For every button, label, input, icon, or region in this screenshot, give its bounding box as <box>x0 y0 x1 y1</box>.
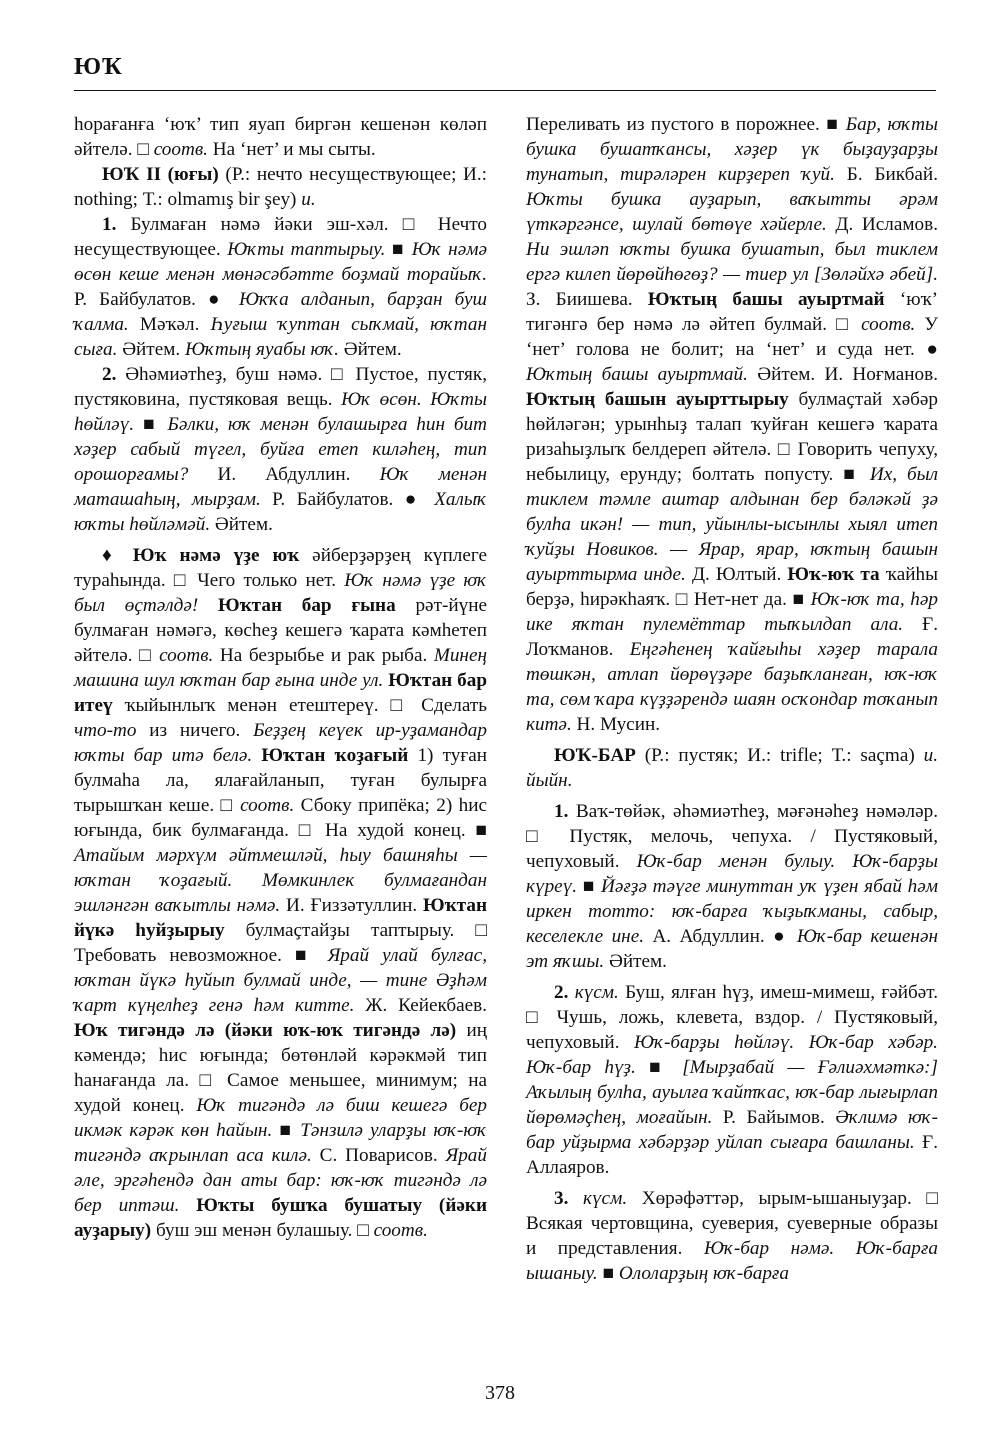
page-number: 378 <box>485 1382 515 1404</box>
dictionary-paragraph: 1. Булмаған нәмә йәки эш-хәл. □ Нечто несуществующее. Юҡты таптырыу. ■ Юҡ нәмә өсөн кеше менән мөнәсәбәтте боҙмай торайыҡ. Р. Байбулатов. ● Юҡҡа алданып, барҙан буш ҡалма. Мәҡәл. Һуғыш ҡуптан сыҡмай, юҡтан сыға. Әйтем. Юҡтың яуабы юҡ. Әйтем. <box>74 214 488 360</box>
dictionary-paragraph: һорағанға ‘юҡ’ тип яуап биргән кешенән көләп әйтелә. □ соотв. На ‘нет’ и мы сыты. <box>74 114 487 160</box>
dictionary-paragraph: Переливать из пустого в порожнее. ■ Бар, юҡты бушка бушатҡансы, хәҙер үк быҙауҙарҙы тунатып, тирәләрен кирҙереп ҡуй. Б. Бикбай. Юҡты бушка ауҙарып, ваҡытты әрәм үткәргәнсе, шулай бөтөүе хәйерле. Д. Исламов. Ни эшләп юҡты бушка бушатып, был тиклем ергә килеп йөрөйһөгөҙ? — тиер ул [Зөләйхә әбей]. З. Биишева. Юҡтың башы ауыртмай ‘юҡ’ тигәнгә бер нәмә лә әйтеп булмай. □ соотв. У ‘нет’ голова не болит; на ‘нет’ и суда нет. ● Юҡтың башы ауыртмай. Әйтем. И. Ноғманов. Юҡтың башын ауырттырыу булмаҫтай хәбәр һөйләгән; урынһыҙ талап ҡуйған кешегә ҡарата ризаһыҙлыҡ белдереп әйтелә. □ Говорить чепуху, небылицу, ерунду; болтать попусту. ■ Их, был тиклем тәмле аштар алдынан бер бәләкәй ҙә булһа икән! — тип, уйынлы-ысынлы хыял итеп ҡуйҙы Новиков. — Ярар, ярар, юҡтың башын ауырттырма инде. Д. Юлтый. Юҡ-юҡ та ҡайһы берҙә, һирәкһаяҡ. □ Нет-нет да. ■ Юҡ-юҡ та, һәр ике яҡтан пулемёттар тыҡылдап ала. Ғ. Лоҡманов. Еңгәһенең ҡайғыһы хәҙер тарала төшкән, атлап йөрөүҙәре баҙыҡланған, юҡ-юҡ та, сөм ҡара күҙҙәрендә шаян осҡондар тоҡанып китә. Н. Мусин. <box>526 114 939 735</box>
header-rule <box>74 90 936 91</box>
dictionary-paragraph: ♦ Юҡ нәмә үҙе юҡ әйберҙәрҙең күплеге тураһында. □ Чего только нет. Юҡ нәмә үҙе юҡ был өҫтәлдә! Юҡтан бар ғына рәт-йүне булмаған нәмәгә, көсһеҙ кешегә ҡарата кәмһетеп әйтелә. □ соотв. На безрыбье и рак рыба. Минең машина шул юҡтан бар ғына инде ул. Юҡтан бар итеү ҡыйынлыҡ менән етештереү. □ Сделать что-то из ничего. Беҙҙең кеүек ир-уҙамандар юҡты бар итә белә. Юҡтан ҡоҙағый 1) туған булмаһа ла, ялағайланып, туған булырға тырышҡан кеше. □ соотв. Сбоку припёка; 2) һис юғында, бик булмағанда. □ На худой конец. ■ Атайым мәрхүм әйтмешләй, һыу башняһы — юҡтан ҡоҙағый. Мөмкинлек булмағандан эшләнгән ваҡытлы нәмә. И. Ғиззәтуллин. Юҡтан йүкә һуйҙырыу булмаҫтайҙы таптырыу. □ Требовать невозможное. ■ Ярай улай булғас, юҡтан йүкә һуйып булмай инде, — тине Әҙһәм ҡарт күңелһеҙ генә һәм китте. Ж. Кейекбаев. Юҡ тигәндә лә (йәки юҡ-юҡ тигәндә лә) иң кәмендә; һис юғында; бөтөнләй кәрәкмәй тип һанағанда ла. □ Самое меньшее, минимум; на худой конец. Юҡ тигәндә лә биш кешегә бер икмәк кәрәк көн һайын. ■ Тәнзилә уларҙы юҡ-юҡ тигәндә аҡрынлап аса килә. С. Поварисов. Ярай әле, эргәһендә дан аты бар: юҡ-юҡ тигәндә лә бер иптәш. Юҡты бушҡа бушатыу (йәки ауҙарыу) буш эш менән булашыу. □ соотв. <box>74 545 488 1241</box>
right-column <box>526 112 938 1286</box>
dictionary-paragraph: ЮҠ II (юғы) (Р.: нечто несуществующее; И.: nothing; Т.: olmamış bir şey) и. <box>74 164 487 210</box>
dictionary-paragraph: 2. күсм. Буш, ялған һүҙ, имеш-мимеш, ғәйбәт. □ Чушь, ложь, клевета, вздор. / Пустяковый, чепуховый. Юҡ-барҙы һөйләү. Юҡ-бар хәбәр. Юҡ-бар һүҙ. ■ [Мырҙабай — Ғәлиәхмәткә:] Аҡылың булһа, ауылға ҡайтҡас, юҡ-бар лығырлап йөрөмәҫһең, моғайын. Р. Байымов. Әҡлимә юҡ-бар уйҙырма хәбәрҙәр уйлап сығара башланы. Ғ. Аллаяров. <box>526 982 939 1178</box>
dictionary-paragraph: 2. Әһәмиәтһеҙ, буш нәмә. □ Пустое, пустяк, пустяковина, пустяковая вещь. Юҡ өсөн. Юҡты һөйләү. ■ Бәлки, юҡ менән булашырға һин бит хәҙер сабый түгел, буйға етеп киләһең, тип орошорғамы? И. Абдуллин. Юҡ менән маташаһың, мырҙам. Р. Байбулатов. ● Халыҡ юҡты һөйләмәй. Әйтем. <box>74 364 487 535</box>
dictionary-paragraph: ЮҠ-БАР (Р.: пустяк; И.: trifle; Т.: saçma) и. йыйн. <box>526 745 938 791</box>
running-head: ЮҠ <box>74 54 123 80</box>
left-column <box>74 112 487 1243</box>
dictionary-paragraph: 1. Ваҡ-төйәк, әһәмиәтһеҙ, мәғәнәһеҙ нәмәләр. □ Пустяк, мелочь, чепуха. / Пустяковый, чепуховый. Юҡ-бар менән булыу. Юҡ-барҙы күреү. ■ Йәғҙә тәүге минуттан уҡ үҙен ябай һәм иркен тотто: юҡ-барға ҡыҙыҡманы, сабыр, кеселекле ине. А. Абдуллин. ● Юҡ-бар кешенән эт яҡшы. Әйтем. <box>526 801 939 972</box>
page-header <box>74 54 936 81</box>
dictionary-paragraph: 3. күсм. Хөрәфәттәр, ырым-ышаныуҙар. □ Всякая чертовщина, суеверия, суеверные образы и представления. Юҡ-бар нәмә. Юҡ-барға ышаныу. ■ Ололарҙың юҡ-барға <box>526 1188 939 1284</box>
